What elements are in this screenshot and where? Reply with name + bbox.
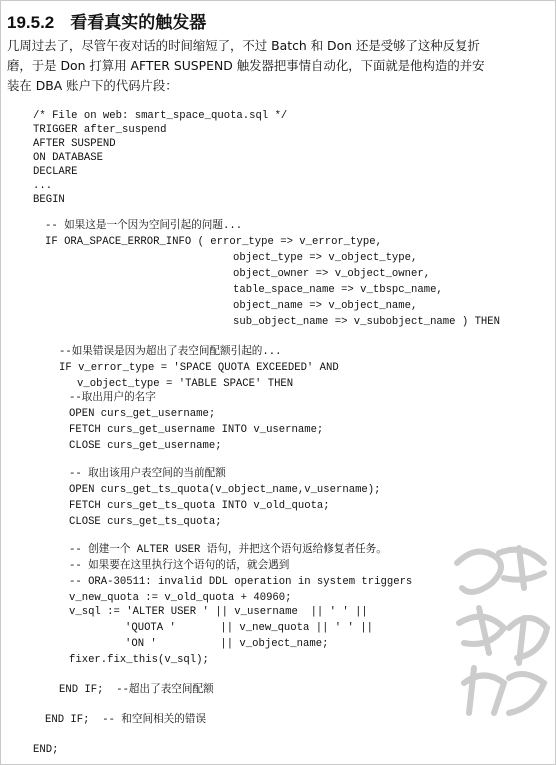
code-line: table_space_name => v_tbspc_name, — [233, 284, 443, 296]
code-line: v_new_quota := v_old_quota + 40960; — [69, 592, 292, 604]
code-line: IF v_error_type = 'SPACE QUOTA EXCEEDED' AND — [59, 362, 339, 374]
code-line: ... — [33, 180, 53, 192]
code-line: END; — [33, 744, 59, 756]
code-line: BEGIN — [33, 194, 65, 206]
code-line: OPEN curs_get_ts_quota(v_object_name,v_username); — [69, 484, 381, 496]
code-line: IF ORA_SPACE_ERROR_INFO ( error_type => v_error_type, — [45, 236, 382, 248]
intro-paragraph — [7, 36, 551, 96]
code-line: -- 如果这是一个因为空间引起的问题... — [45, 220, 243, 232]
section-number: 19.5.2 — [7, 13, 55, 32]
code-line: ON DATABASE — [33, 152, 103, 164]
code-line: -- 创建一个 ALTER USER 语句，并把这个语句返给修复者任务。 — [69, 544, 387, 556]
code-line: -- ORA-30511: invalid DDL operation in system triggers — [69, 576, 413, 588]
code-line: CLOSE curs_get_ts_quota; — [69, 516, 222, 528]
paragraph-line: 磨，于是 Don 打算用 AFTER SUSPEND 触发器把事情自动化，下面就是他构造的并安 — [7, 58, 485, 73]
code-line: OPEN curs_get_username; — [69, 408, 216, 420]
code-line: END IF; -- 和空间相关的错误 — [45, 714, 207, 726]
code-line: object_owner => v_object_owner, — [233, 268, 431, 280]
code-line: END IF; --超出了表空间配额 — [59, 684, 214, 696]
code-line: --如果错误是因为超出了表空间配额引起的... — [59, 346, 282, 358]
code-line: --取出用户的名字 — [69, 392, 156, 404]
code-line: DECLARE — [33, 166, 78, 178]
paragraph-line: 几周过去了，尽管午夜对话的时间缩短了，不过 Batch 和 Don 还是受够了这种反复折 — [7, 38, 480, 53]
code-line: fixer.fix_this(v_sql); — [69, 654, 209, 666]
section-heading — [7, 8, 206, 33]
code-line: 'ON ' || v_object_name; — [125, 638, 329, 650]
section-title: 看看真实的触发器 — [70, 13, 207, 32]
code-line: v_object_type = 'TABLE SPACE' THEN — [77, 378, 294, 390]
watermark-seal-icon — [449, 533, 554, 723]
code-line: CLOSE curs_get_username; — [69, 440, 222, 452]
code-line: -- 取出该用户表空间的当前配额 — [69, 468, 226, 480]
code-line: TRIGGER after_suspend — [33, 124, 167, 136]
code-line: object_name => v_object_name, — [233, 300, 418, 312]
code-line: /* File on web: smart_space_quota.sql */ — [33, 110, 288, 122]
code-line: 'QUOTA ' || v_new_quota || ' ' || — [125, 622, 373, 634]
code-line: FETCH curs_get_username INTO v_username; — [69, 424, 324, 436]
paragraph-line: 装在 DBA 账户下的代码片段： — [7, 78, 178, 93]
code-line: AFTER SUSPEND — [33, 138, 116, 150]
code-line: -- 如果要在这里执行这个语句的话，就会遇到 — [69, 560, 290, 572]
code-line: v_sql := 'ALTER USER ' || v_username || ' ' || — [69, 606, 368, 618]
code-line: FETCH curs_get_ts_quota INTO v_old_quota; — [69, 500, 330, 512]
code-line: object_type => v_object_type, — [233, 252, 418, 264]
code-line: sub_object_name => v_subobject_name ) THEN — [233, 316, 501, 328]
